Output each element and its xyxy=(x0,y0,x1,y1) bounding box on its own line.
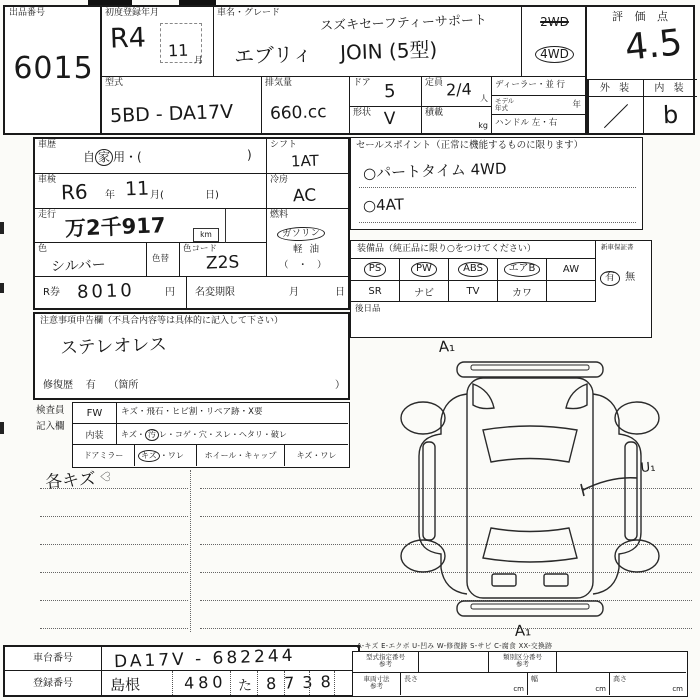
reg-separator xyxy=(230,671,231,695)
mileage-unit-box xyxy=(193,228,219,242)
color-label: 色 xyxy=(38,244,48,254)
fuel-diesel: 軽 油 xyxy=(293,244,322,255)
class-number-ref: 参考 xyxy=(516,660,529,669)
door-label: ドア xyxy=(353,78,371,88)
left-detail-table xyxy=(33,137,350,310)
namechange-label: 名変期限 xyxy=(195,287,235,298)
history-cell xyxy=(35,139,267,174)
windshield xyxy=(483,426,577,462)
displacement-cell xyxy=(262,77,350,133)
model-code-label: 型式 xyxy=(105,78,124,88)
displacement-label: 排気量 xyxy=(265,78,293,88)
header-table xyxy=(3,5,695,135)
shape-cell xyxy=(350,107,422,133)
chassis-label: 車台番号 xyxy=(33,653,73,664)
color-code: Z2S xyxy=(205,252,240,274)
reg-area: 島根 xyxy=(109,675,141,695)
equip-leather: カワ xyxy=(498,281,547,302)
model-year-label1: モデル xyxy=(495,97,515,105)
class-number-label: 類別区分番号 xyxy=(503,653,542,661)
inspector-label-2: 記入欄 xyxy=(36,421,65,432)
note-rule xyxy=(40,589,188,601)
fw-label: FW xyxy=(86,407,103,419)
reg-separator xyxy=(172,671,173,695)
first-reg-era-year: R4 xyxy=(109,22,147,55)
inspector-table xyxy=(72,402,350,468)
grade-line2: JOIN (5型) xyxy=(339,37,438,65)
name-grade-label: 車名・グレード xyxy=(217,8,281,18)
rticket-value: 8010 xyxy=(76,279,136,304)
height-label: 高さ xyxy=(613,675,627,683)
door-cell xyxy=(350,77,422,107)
mileage-unit: km xyxy=(200,229,212,239)
inspection-year-unit: 年 xyxy=(105,190,115,201)
score-cell xyxy=(587,7,697,80)
rticket-cell xyxy=(35,277,187,308)
color-value: シルバー xyxy=(50,257,106,275)
fuel-gasoline-circled: ガソリン xyxy=(277,226,325,242)
drive-2wd: 2WD xyxy=(540,15,569,29)
scan-mark xyxy=(0,422,4,434)
model-code-cell xyxy=(102,77,262,133)
color-code-cell xyxy=(180,243,267,277)
u1-pointer-line xyxy=(583,478,637,490)
height-unit: cm xyxy=(672,684,683,693)
mileage-cell xyxy=(35,209,267,243)
rticket-label: R券 xyxy=(43,287,60,298)
chassis-number: DA17V - 682244 xyxy=(113,645,296,673)
reg-separator xyxy=(257,671,258,695)
load-unit: kg xyxy=(478,121,488,131)
capacity-label: 定員 xyxy=(425,78,444,88)
type-number-label: 型式指定番号 xyxy=(366,653,405,661)
fuel-paren: （ ・ ） xyxy=(279,260,327,271)
note-divider xyxy=(190,470,192,632)
reference-table xyxy=(352,651,688,697)
car-name: エブリィ xyxy=(233,41,313,69)
shift-value: 1AT xyxy=(290,151,320,171)
inspection-label: 車検 xyxy=(38,175,57,185)
displacement: 660.cc xyxy=(269,102,327,124)
damage-mark-side: U₁ xyxy=(640,459,657,476)
caution-note: ステレオレス xyxy=(59,334,168,359)
registration-label: 登録番号 xyxy=(33,677,73,689)
reg-separator xyxy=(284,671,285,695)
sales-points-header: セールスポイント（正常に機能するものに限ります） xyxy=(356,140,584,151)
color-cell xyxy=(35,243,147,277)
equip-pw: PW xyxy=(400,259,449,281)
equip-ps: PS xyxy=(351,259,400,281)
interior-items-a: キズ・ xyxy=(121,430,145,439)
note-rule xyxy=(40,561,188,573)
sales-point-2: ○4AT xyxy=(362,195,405,215)
mileage-extra-box xyxy=(225,209,226,243)
yen-unit: 円 xyxy=(165,287,175,298)
caution-header: 注意事項申告欄（不具合内容等は具体的に記入して下さい） xyxy=(40,316,284,326)
door-count: 5 xyxy=(383,80,396,103)
equip-navi: ナビ xyxy=(400,281,449,302)
shape-label: 形状 xyxy=(353,108,372,118)
handle-label: ハンドル 左・右 xyxy=(495,118,558,128)
cooling-label: 冷房 xyxy=(270,175,289,185)
equip-sr: SR xyxy=(351,281,400,302)
caution-box xyxy=(33,312,350,400)
interior-grade: b xyxy=(662,100,679,130)
first-registration-label: 初度登録年月 xyxy=(105,8,160,18)
color-change-cell xyxy=(147,243,180,277)
type-number-value xyxy=(419,652,489,673)
history-label: 車歴 xyxy=(38,140,57,150)
cooling-value: AC xyxy=(292,185,317,207)
model-year-unit: 年 xyxy=(572,100,581,110)
warranty-yes-circled: 有 xyxy=(600,271,620,286)
mirror-items-rest: ・ワレ xyxy=(159,451,184,460)
inspection-month: 11 xyxy=(124,177,150,201)
note-rule xyxy=(40,477,188,489)
model-code: 5BD - DA17V xyxy=(109,100,234,128)
shift-cell xyxy=(267,139,352,174)
score-value: 4.5 xyxy=(623,22,685,69)
interior-items-c: レ・コゲ・穴・スレ・ヘタリ・破レ xyxy=(158,430,287,439)
mirror-scratch-circled: キズ xyxy=(138,450,160,462)
capacity-cell xyxy=(422,77,492,107)
grade-line1: スズキセーフティーサポート xyxy=(319,13,488,34)
later-items-cell xyxy=(351,302,650,336)
equip-abs: ABS xyxy=(449,259,498,281)
sales-rule-2 xyxy=(359,211,636,223)
lot-number-label: 出品番号 xyxy=(9,8,46,18)
note-doodle: ♡ xyxy=(96,470,112,483)
model-year-label2: 年式 xyxy=(495,104,508,112)
wheel-front-left xyxy=(401,402,445,434)
exterior-label: 外 装 xyxy=(599,82,633,94)
equip-aw: AW xyxy=(547,259,595,281)
bottom-id-table xyxy=(3,645,360,697)
equip-tv: TV xyxy=(449,281,498,302)
equip-airbag: エアB xyxy=(498,259,547,281)
interior-row-label: 内装 xyxy=(85,430,104,441)
scan-mark xyxy=(0,222,4,234)
reg-number: 8738 xyxy=(265,671,340,694)
reg-class: 480 xyxy=(183,672,227,693)
damage-mark-rear: A₁ xyxy=(514,621,532,640)
drive-type-cell xyxy=(522,7,587,77)
mileage-value: 万2千917 xyxy=(64,213,166,241)
fuel-label: 燃料 xyxy=(270,210,289,220)
shift-label: シフト xyxy=(270,140,298,150)
namechange-day: 日 xyxy=(335,287,345,298)
score-label: 評 価 点 xyxy=(612,10,672,23)
warranty-label: 新車保証書 xyxy=(601,243,634,251)
capacity: 2/4 xyxy=(445,79,473,100)
namechange-month: 月 xyxy=(289,287,299,298)
fw-items: キズ・飛石・ヒビ割・リペア跡・X要 xyxy=(121,407,263,417)
capacity-unit: 人 xyxy=(480,94,488,104)
dealer-stack xyxy=(492,77,587,133)
wheel-front-right xyxy=(615,402,659,434)
color-code-label: 色コード xyxy=(183,244,218,254)
type-number-ref: 参考 xyxy=(379,660,392,669)
damage-legend: A-キズ E-エクボ U-凹み W-修復跡 S-サビ C-腐食 XX-交換跡 xyxy=(357,642,553,650)
sales-rule-1 xyxy=(359,176,636,188)
name-grade-cell xyxy=(214,7,522,77)
repair-paren-close: ） xyxy=(335,380,345,391)
damage-mark-front: A₁ xyxy=(438,336,456,356)
length-label: 長さ xyxy=(404,675,418,683)
lot-number: 6015 xyxy=(13,51,94,86)
sales-points-box xyxy=(350,137,643,230)
inspection-month-unit: 月( xyxy=(150,190,164,201)
exterior-grade: ／ xyxy=(602,102,629,133)
mileage-label: 走行 xyxy=(38,210,57,220)
first-registration-cell xyxy=(102,7,214,77)
length-unit: cm xyxy=(513,684,524,693)
equipment-box xyxy=(350,240,652,338)
width-label: 幅 xyxy=(531,675,538,683)
class-number-value xyxy=(557,652,686,673)
wheel-cap-items: キズ・ワレ xyxy=(296,451,337,460)
inspector-label-1: 検査員 xyxy=(36,405,65,416)
dimension-ref: 参考 xyxy=(370,682,383,691)
width-unit: cm xyxy=(595,684,606,693)
load-label: 積載 xyxy=(425,108,444,118)
equip-blank xyxy=(547,281,595,302)
reg-separator xyxy=(334,671,335,695)
history-circled-kanji: 家 xyxy=(95,149,113,166)
reg-kana: た xyxy=(237,677,253,695)
warranty-cell xyxy=(595,241,650,302)
month-unit: 月 xyxy=(194,56,204,66)
car-body xyxy=(467,378,593,598)
cooling-cell xyxy=(267,174,352,209)
history-private-a: 自 xyxy=(83,150,96,164)
later-items-label: 後日品 xyxy=(355,304,381,314)
repair-history-label: 修復歴 xyxy=(43,380,73,391)
warranty-no: 無 xyxy=(625,272,636,283)
interior-label: 内 装 xyxy=(654,82,687,94)
lot-number-cell xyxy=(5,7,102,133)
inspection-day-unit: 日) xyxy=(205,190,219,201)
rear-window xyxy=(483,528,577,562)
dealer-label: ディーラー・並 行 xyxy=(495,80,566,90)
equipment-header: 装備品（純正品に限り○をつけてください） xyxy=(357,244,536,254)
interior-dirt-circled: 汚 xyxy=(145,429,159,441)
car-diagram xyxy=(395,336,665,642)
drive-4wd-circled: 4WD xyxy=(535,46,574,63)
reg-separator xyxy=(309,671,310,695)
handwritten-note: 各キズ xyxy=(44,469,97,493)
first-reg-month: 11 xyxy=(167,40,189,61)
fuel-cell xyxy=(267,209,352,277)
door-mirror-label: ドアミラー xyxy=(83,451,124,460)
load-cell xyxy=(422,107,492,133)
history-private-c: 用・( xyxy=(113,150,142,164)
scan-mark xyxy=(0,283,4,293)
shape: V xyxy=(383,108,396,130)
inspection-era: R6 xyxy=(60,179,89,205)
repair-location-label: （箇所 xyxy=(108,380,139,391)
inspection-cell xyxy=(35,174,267,209)
note-rule xyxy=(40,533,188,545)
ext-int-cell xyxy=(587,80,697,133)
color-change-label: 色替 xyxy=(152,254,170,264)
sales-point-1: ○パートタイム 4WD xyxy=(362,159,507,183)
namechange-cell xyxy=(187,277,352,308)
note-rule xyxy=(40,505,188,517)
repair-history-yes: 有 xyxy=(85,380,96,391)
note-rule xyxy=(40,617,188,629)
history-paren-close: ) xyxy=(247,148,252,162)
dimension-label: 車両寸法 xyxy=(363,675,390,683)
wheel-cap-label: ホイール・キャップ xyxy=(204,451,277,460)
